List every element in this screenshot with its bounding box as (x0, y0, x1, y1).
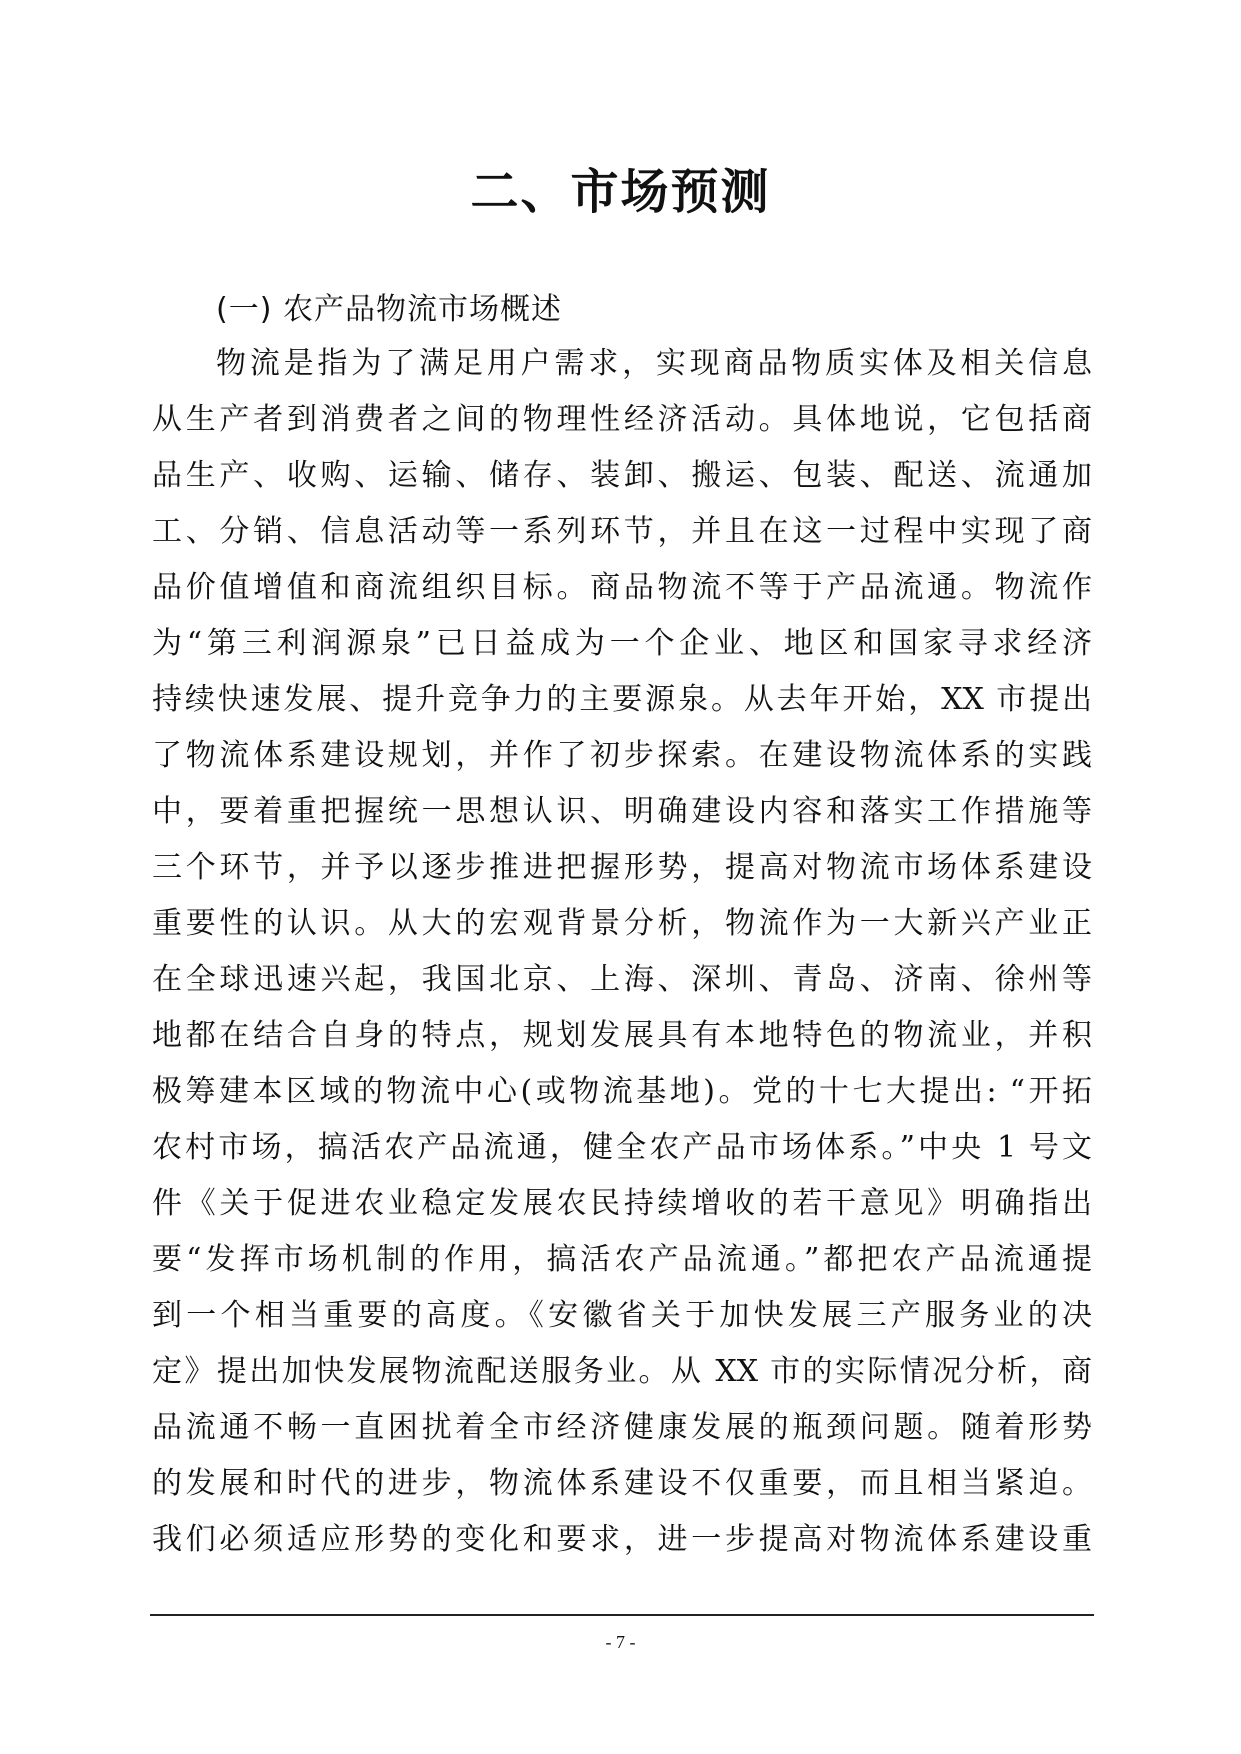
paragraph-line: 定》提出加快发展物流配送服务业。从 XX 市的实际情况分析，商 (152, 1354, 1092, 1389)
paragraph-line: 品流通不畅一直困扰着全市经济健康发展的瓶颈问题。随着形势 (152, 1410, 1092, 1445)
paragraph-line: 了物流体系建设规划，并作了初步探索。在建设物流体系的实践 (152, 738, 1092, 773)
paragraph-line: 要“发挥市场机制的作用，搞活农产品流通。”都把农产品流通提 (152, 1242, 1092, 1277)
page-number: - 7 - (605, 1632, 636, 1652)
page-title: 二、市场预测 (470, 164, 771, 220)
paragraph-line: 持续快速发展、提升竞争力的主要源泉。从去年开始，XX 市提出 (152, 682, 1092, 717)
section-heading: (一) 农产品物流市场概述 (216, 292, 562, 327)
paragraph-line: 在全球迅速兴起，我国北京、上海、深圳、青岛、济南、徐州等 (152, 962, 1092, 997)
footer-divider (150, 1614, 1094, 1616)
paragraph-line: 品价值增值和商流组织目标。商品物流不等于产品流通。物流作 (152, 570, 1092, 605)
paragraph-line: 到一个相当重要的高度。《安徽省关于加快发展三产服务业的决 (152, 1298, 1092, 1333)
paragraph-line: 重要性的认识。从大的宏观背景分析，物流作为一大新兴产业正 (152, 906, 1092, 941)
paragraph-line: 地都在结合自身的特点，规划发展具有本地特色的物流业，并积 (152, 1018, 1092, 1053)
paragraph-line: 为“第三利润源泉”已日益成为一个企业、地区和国家寻求经济 (152, 626, 1092, 661)
paragraph-line: 物流是指为了满足用户需求，实现商品物质实体及相关信息 (216, 346, 1092, 381)
paragraph-line: 中，要着重把握统一思想认识、明确建设内容和落实工作措施等 (152, 794, 1092, 829)
paragraph-line: 品生产、收购、运输、储存、装卸、搬运、包装、配送、流通加 (152, 458, 1092, 493)
paragraph-line: 的发展和时代的进步，物流体系建设不仅重要，而且相当紧迫。 (152, 1466, 1092, 1501)
paragraph-line: 工、分销、信息活动等一系列环节，并且在这一过程中实现了商 (152, 514, 1092, 549)
paragraph-line: 件《关于促进农业稳定发展农民持续增收的若干意见》明确指出 (152, 1186, 1092, 1221)
paragraph-line: 极筹建本区域的物流中心(或物流基地)。党的十七大提出: “开拓 (152, 1074, 1092, 1109)
paragraph-line: 三个环节，并予以逐步推进把握形势，提高对物流市场体系建设 (152, 850, 1092, 885)
paragraph-line: 农村市场，搞活农产品流通，健全农产品市场体系。”中央 1 号文 (152, 1130, 1092, 1165)
body-paragraph (152, 336, 1092, 1568)
paragraph-line: 我们必须适应形势的变化和要求，进一步提高对物流体系建设重 (152, 1522, 1092, 1557)
paragraph-line: 从生产者到消费者之间的物理性经济活动。具体地说，它包括商 (152, 402, 1092, 437)
